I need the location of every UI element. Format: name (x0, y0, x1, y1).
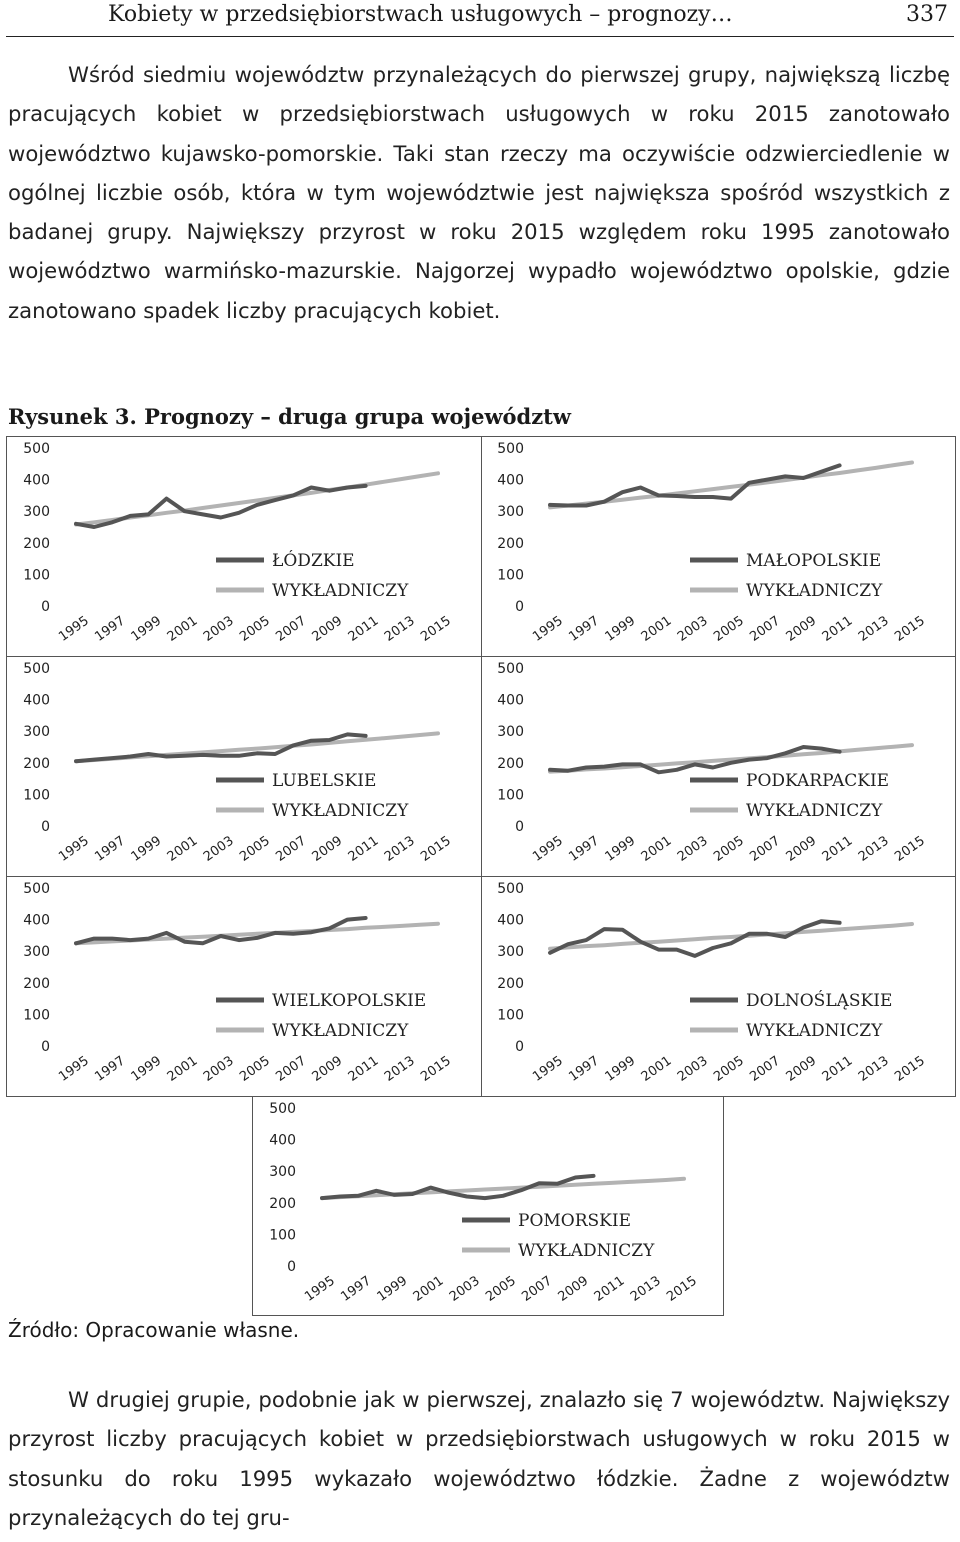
y-tick-label: 500 (497, 881, 524, 897)
x-tick-label: 2009 (783, 1053, 820, 1085)
x-tick-label: 2005 (483, 1273, 519, 1305)
x-tick-label: 2009 (783, 613, 820, 645)
x-tick-label: 2001 (638, 613, 675, 645)
chart-svg (6, 436, 480, 656)
x-tick-label: 2013 (381, 1053, 418, 1085)
x-tick-label: 2009 (309, 1053, 346, 1085)
x-tick-label: 2007 (273, 1053, 310, 1085)
x-tick-label: 2013 (627, 1273, 664, 1305)
x-tick-label: 1995 (56, 1053, 92, 1085)
y-tick-label: 300 (269, 1164, 296, 1181)
chart-lodzkie (6, 436, 480, 656)
x-tick-label: 2007 (519, 1273, 556, 1305)
legend-label: WYKŁADNICZY (272, 801, 409, 821)
x-tick-label: 2003 (200, 833, 237, 865)
x-tick-label: 2015 (418, 613, 454, 645)
legend-label: LUBELSKIE (272, 771, 377, 791)
x-tick-label: 2015 (418, 833, 454, 865)
chart-svg (6, 656, 480, 876)
y-tick-label: 200 (23, 755, 50, 772)
y-tick-label: 0 (41, 819, 50, 835)
x-tick-label: 1997 (338, 1273, 375, 1305)
legend-label: WYKŁADNICZY (746, 1021, 883, 1041)
x-tick-label: 2015 (892, 613, 928, 645)
series-line-actual (550, 747, 840, 772)
legend-label: WYKŁADNICZY (518, 1241, 655, 1261)
x-tick-label: 1997 (92, 833, 129, 865)
y-tick-label: 0 (515, 599, 524, 615)
y-tick-label: 500 (23, 661, 50, 677)
x-tick-label: 2001 (164, 613, 201, 645)
x-tick-label: 2007 (273, 833, 310, 865)
chart-wielkopolskie (6, 876, 480, 1096)
series-line-actual (76, 734, 366, 761)
chart-svg (480, 656, 954, 876)
intro-text: Wśród siedmiu województw przynależących do pierwszej grupy, największą liczbę pracujących kobiet w przedsiębiorstwach usługowych w roku 2015 zanotowało województwo kujawsko-pomorskie. Taki stan rzeczy ma oczywiście odzwierciedlenie w ogólnej liczbie osób, która w tym województwie jest największa spośród wszystkich z badanej grupy. Największy przyrost w roku 2015 względem roku 1995 zanotowało województwo warmińsko-mazurskie. Najgorzej wypadło województwo opolskie, gdzie zanotowano spadek liczby pracujących kobiet. (8, 62, 950, 323)
y-tick-label: 300 (497, 504, 524, 521)
y-tick-label: 0 (515, 1039, 524, 1055)
y-tick-label: 500 (497, 661, 524, 677)
x-tick-label: 2001 (164, 833, 201, 865)
x-tick-label: 2001 (638, 1053, 675, 1085)
closing-paragraph (8, 1380, 950, 1537)
chart-podkarpackie (480, 656, 954, 876)
x-tick-label: 2015 (418, 1053, 454, 1085)
x-tick-label: 2005 (711, 613, 747, 645)
x-tick-label: 1997 (566, 1053, 603, 1085)
chart-svg (480, 436, 954, 656)
series-line-actual (550, 465, 840, 505)
y-tick-label: 0 (287, 1259, 296, 1275)
x-tick-label: 2005 (711, 1053, 747, 1085)
x-tick-label: 1999 (602, 613, 639, 645)
x-tick-label: 2013 (855, 833, 892, 865)
x-tick-label: 2011 (345, 613, 382, 645)
y-tick-label: 400 (269, 1132, 296, 1149)
legend-label: WYKŁADNICZY (272, 1021, 409, 1041)
x-tick-label: 1997 (92, 613, 129, 645)
x-tick-label: 1995 (530, 613, 566, 645)
y-tick-label: 300 (23, 724, 50, 741)
x-tick-label: 2009 (309, 833, 346, 865)
x-tick-label: 2001 (164, 1053, 201, 1085)
y-tick-label: 200 (497, 535, 524, 552)
chart-pomorskie (252, 1096, 726, 1316)
legend-label: WIELKOPOLSKIE (272, 991, 427, 1011)
y-tick-label: 0 (515, 819, 524, 835)
x-tick-label: 2007 (747, 613, 784, 645)
y-tick-label: 200 (23, 975, 50, 992)
chart-svg (252, 1096, 726, 1316)
y-tick-label: 100 (497, 1007, 524, 1024)
x-tick-label: 2005 (237, 613, 273, 645)
y-tick-label: 400 (23, 472, 50, 489)
x-tick-label: 2009 (309, 613, 346, 645)
x-tick-label: 1999 (374, 1273, 411, 1305)
x-tick-label: 1995 (302, 1273, 338, 1305)
y-tick-label: 100 (497, 567, 524, 584)
y-tick-label: 200 (269, 1195, 296, 1212)
y-tick-label: 100 (269, 1227, 296, 1244)
figure-source: Źródło: Opracowanie własne. (8, 1318, 300, 1342)
x-tick-label: 1999 (602, 833, 639, 865)
x-tick-label: 2011 (591, 1273, 628, 1305)
x-tick-label: 1999 (602, 1053, 639, 1085)
x-tick-label: 2007 (273, 613, 310, 645)
y-tick-label: 100 (23, 1007, 50, 1024)
x-tick-label: 2011 (819, 613, 856, 645)
x-tick-label: 2011 (345, 1053, 382, 1085)
legend-label: ŁÓDZKIE (272, 551, 355, 571)
x-tick-label: 1999 (128, 833, 165, 865)
y-tick-label: 500 (497, 441, 524, 457)
legend-label: POMORSKIE (518, 1211, 631, 1231)
y-tick-label: 400 (497, 472, 524, 489)
chart-lubelskie (6, 656, 480, 876)
x-tick-label: 2007 (747, 1053, 784, 1085)
x-tick-label: 2015 (664, 1273, 700, 1305)
y-tick-label: 300 (497, 724, 524, 741)
x-tick-label: 2009 (783, 833, 820, 865)
y-tick-label: 100 (497, 787, 524, 804)
closing-text: W drugiej grupie, podobnie jak w pierwszej, znalazło się 7 województw. Największy przyrost liczby pracujących kobiet w przedsiębiorstwach usługowych w roku 2015 w stosunku do roku 1995 wykazało województwo łódzkie. Żadne z województw przynależących do tej gru- (8, 1387, 950, 1530)
x-tick-label: 1997 (92, 1053, 129, 1085)
x-tick-label: 2011 (819, 833, 856, 865)
x-tick-label: 2001 (638, 833, 675, 865)
x-tick-label: 2015 (892, 833, 928, 865)
x-tick-label: 2009 (555, 1273, 592, 1305)
page-header (6, 0, 954, 37)
x-tick-label: 2015 (892, 1053, 928, 1085)
y-tick-label: 500 (269, 1101, 296, 1117)
x-tick-label: 2013 (855, 613, 892, 645)
y-tick-label: 300 (497, 944, 524, 961)
chart-malopolskie (480, 436, 954, 656)
x-tick-label: 2013 (381, 833, 418, 865)
y-tick-label: 100 (23, 567, 50, 584)
y-tick-label: 300 (23, 944, 50, 961)
y-tick-label: 200 (497, 755, 524, 772)
x-tick-label: 2007 (747, 833, 784, 865)
running-title: Kobiety w przedsiębiorstwach usługowych – prognozy… (108, 2, 733, 27)
x-tick-label: 2003 (674, 1053, 711, 1085)
y-tick-label: 0 (41, 599, 50, 615)
x-tick-label: 1995 (56, 613, 92, 645)
y-tick-label: 0 (41, 1039, 50, 1055)
figure-caption: Rysunek 3. Prognozy – druga grupa województw (8, 404, 571, 429)
legend-label: WYKŁADNICZY (272, 581, 409, 601)
y-tick-label: 400 (497, 692, 524, 709)
x-tick-label: 1995 (56, 833, 92, 865)
x-tick-label: 1995 (530, 833, 566, 865)
x-tick-label: 1995 (530, 1053, 566, 1085)
legend-label: WYKŁADNICZY (746, 801, 883, 821)
legend-label: MAŁOPOLSKIE (746, 551, 882, 571)
y-tick-label: 500 (23, 881, 50, 897)
page-number: 337 (906, 2, 948, 27)
legend-label: WYKŁADNICZY (746, 581, 883, 601)
x-tick-label: 2013 (381, 613, 418, 645)
x-tick-label: 2005 (711, 833, 747, 865)
y-tick-label: 400 (23, 692, 50, 709)
chart-svg (6, 876, 480, 1096)
x-tick-label: 2003 (674, 833, 711, 865)
series-line-actual (76, 918, 366, 943)
y-tick-label: 100 (23, 787, 50, 804)
x-tick-label: 1999 (128, 613, 165, 645)
legend-label: PODKARPACKIE (746, 771, 890, 791)
chart-svg (480, 876, 954, 1096)
x-tick-label: 2001 (410, 1273, 447, 1305)
x-tick-label: 2011 (819, 1053, 856, 1085)
x-tick-label: 1999 (128, 1053, 165, 1085)
x-tick-label: 2003 (674, 613, 711, 645)
legend-label: DOLNOŚLĄSKIE (746, 991, 893, 1011)
y-tick-label: 500 (23, 441, 50, 457)
chart-dolnoslaskie (480, 876, 954, 1096)
y-tick-label: 400 (23, 912, 50, 929)
y-tick-label: 200 (497, 975, 524, 992)
y-tick-label: 400 (497, 912, 524, 929)
y-tick-label: 300 (23, 504, 50, 521)
x-tick-label: 2003 (200, 1053, 237, 1085)
x-tick-label: 2013 (855, 1053, 892, 1085)
x-tick-label: 2005 (237, 833, 273, 865)
y-tick-label: 200 (23, 535, 50, 552)
intro-paragraph (8, 55, 950, 330)
x-tick-label: 1997 (566, 833, 603, 865)
x-tick-label: 2003 (200, 613, 237, 645)
x-tick-label: 2003 (446, 1273, 483, 1305)
x-tick-label: 2011 (345, 833, 382, 865)
x-tick-label: 2005 (237, 1053, 273, 1085)
x-tick-label: 1997 (566, 613, 603, 645)
